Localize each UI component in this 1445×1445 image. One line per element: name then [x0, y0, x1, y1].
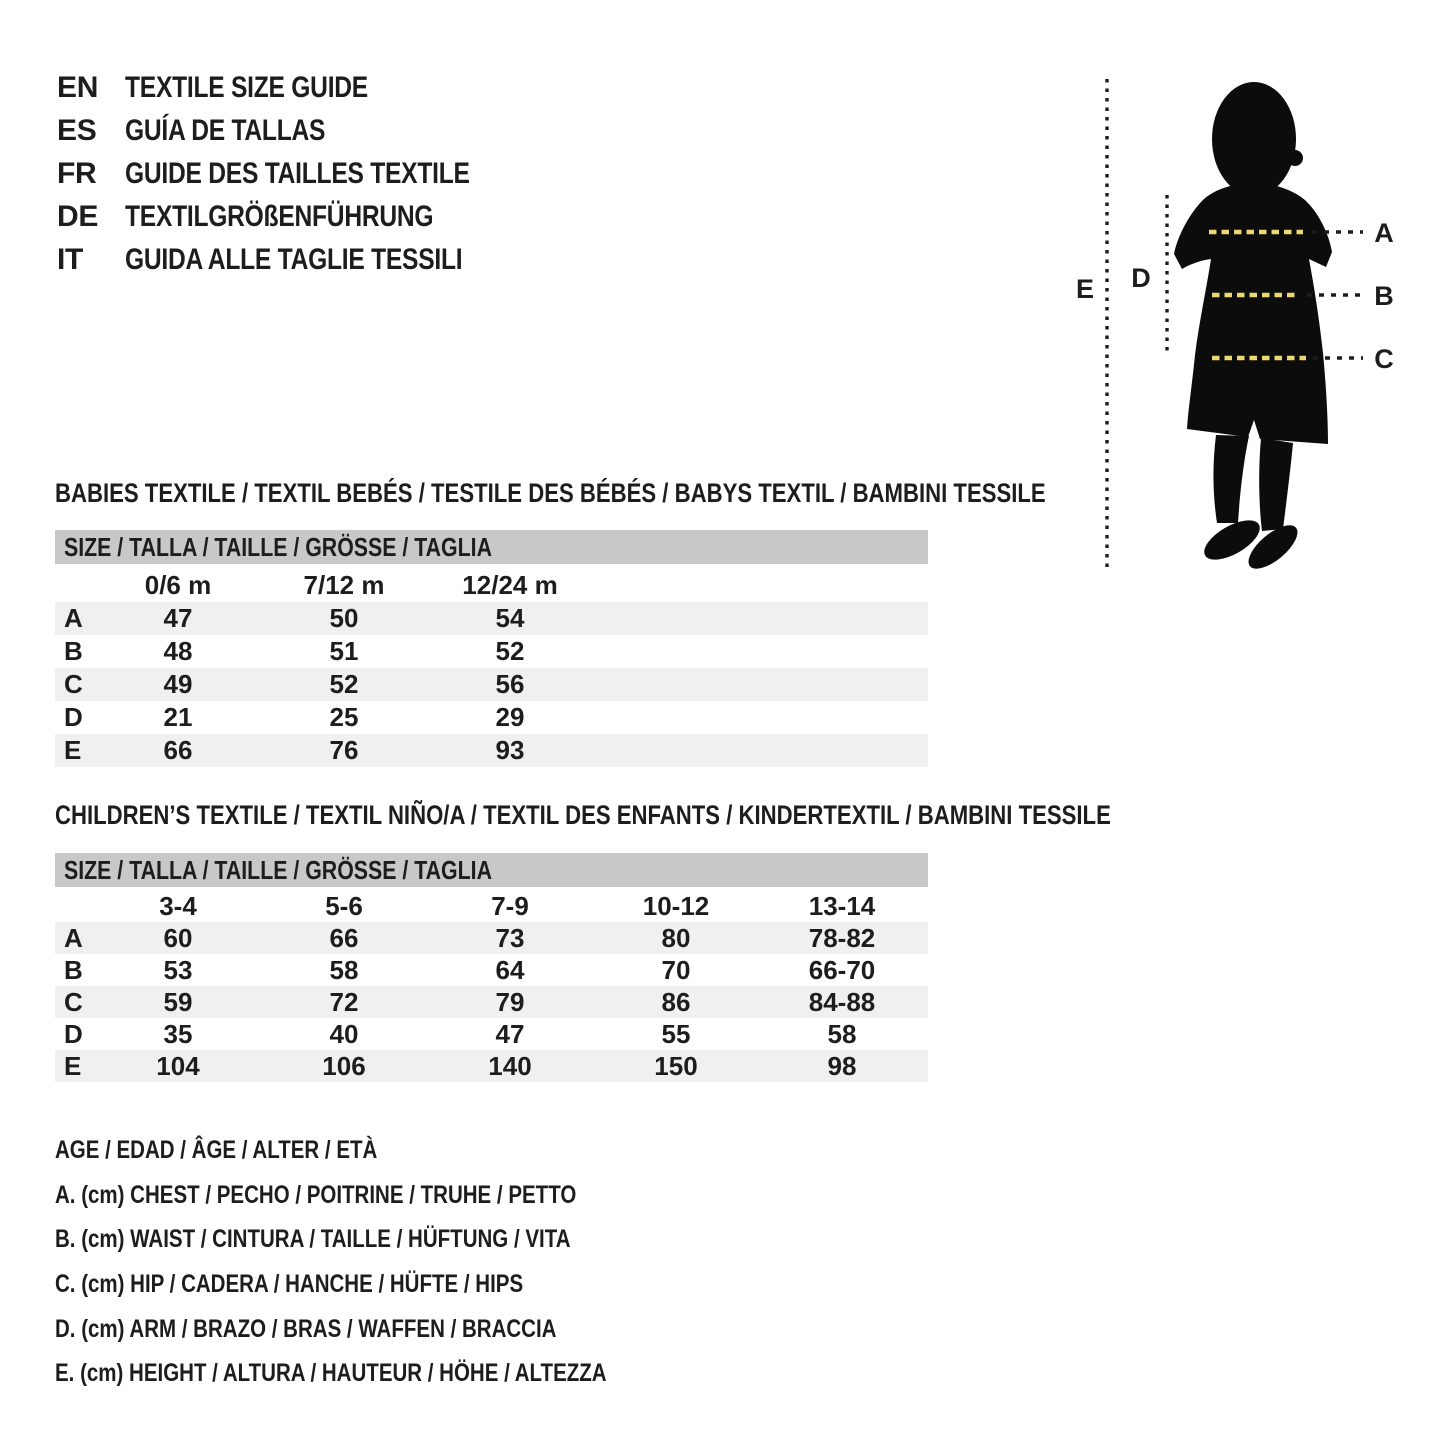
cell: 29 [495, 702, 525, 732]
row-label: E [64, 1050, 82, 1081]
cell: 104 [156, 1050, 200, 1081]
cell: 56 [495, 669, 525, 699]
cell: 60 [163, 922, 193, 953]
legend-text: D. (cm) ARM / BRAZO / BRAS / WAFFEN / BRACCIA [55, 1314, 557, 1343]
column-header: 12/24 m [462, 569, 558, 600]
marker-label-b: B [1374, 281, 1394, 311]
cell: 64 [495, 954, 525, 985]
column-header: 5-6 [325, 891, 363, 921]
table-row [55, 1018, 928, 1050]
legend-text: A. (cm) CHEST / PECHO / POITRINE / TRUHE / PETTO [55, 1180, 577, 1209]
guide-title: TEXTILGRÖßENFÜHRUNG [125, 199, 434, 233]
row-label: E [64, 735, 82, 765]
cell: 86 [661, 986, 691, 1017]
children-size-header-text: SIZE / TALLA / TAILLE / GRÖSSE / TAGLIA [64, 854, 492, 885]
language-code: EN [57, 70, 99, 104]
row-label: B [64, 636, 83, 666]
marker-label-e: E [1075, 274, 1095, 304]
cell: 80 [661, 922, 691, 953]
cell: 66 [329, 922, 359, 953]
column-header: 7/12 m [303, 569, 385, 600]
language-code: DE [57, 199, 99, 233]
cell: 55 [661, 1018, 691, 1049]
table-row [55, 701, 928, 734]
table-row [55, 1050, 928, 1082]
cell: 150 [654, 1050, 698, 1081]
cell: 47 [495, 1018, 525, 1049]
language-title-list [57, 66, 545, 281]
cell: 76 [329, 735, 359, 765]
table-header-row [55, 568, 928, 602]
legend-text: E. (cm) HEIGHT / ALTURA / HAUTEUR / HÖHE / ALTEZZA [55, 1359, 607, 1388]
column-header: 10-12 [642, 891, 710, 921]
language-row-it [57, 238, 545, 281]
cell: 52 [329, 669, 359, 699]
table-row [55, 668, 928, 701]
legend-line-waist [55, 1217, 728, 1262]
cell: 47 [163, 603, 193, 633]
column-header: 7-9 [491, 891, 529, 921]
cell: 51 [329, 636, 359, 666]
language-code: IT [57, 242, 84, 276]
cell: 66-70 [808, 954, 876, 985]
row-label: C [64, 669, 83, 699]
legend-text: AGE / EDAD / ÂGE / ALTER / ETÀ [55, 1135, 378, 1164]
cell: 58 [827, 1018, 857, 1049]
language-row-es [57, 109, 545, 152]
legend-line-hip [55, 1262, 728, 1307]
cell: 54 [495, 603, 525, 633]
table-header-row [55, 891, 928, 922]
children-table-title [55, 800, 1343, 831]
language-code: FR [57, 156, 97, 190]
language-row-de [57, 195, 545, 238]
cell: 72 [329, 986, 359, 1017]
row-label: B [64, 954, 83, 985]
cell: 58 [329, 954, 359, 985]
cell: 52 [495, 636, 525, 666]
cell: 106 [322, 1050, 366, 1081]
cell: 49 [163, 669, 193, 699]
column-header: 3-4 [159, 891, 197, 921]
guide-title: GUIDE DES TAILLES TEXTILE [125, 156, 470, 190]
legend-text: C. (cm) HIP / CADERA / HANCHE / HÜFTE / HIPS [55, 1269, 524, 1298]
child-measurement-figure [1060, 55, 1420, 595]
cell: 53 [163, 954, 193, 985]
cell: 48 [163, 636, 193, 666]
row-label: D [64, 702, 83, 732]
cell: 50 [329, 603, 359, 633]
cell: 79 [495, 986, 525, 1017]
cell: 140 [488, 1050, 532, 1081]
language-code: ES [57, 113, 97, 147]
babies-size-header-bar [55, 530, 928, 564]
row-label: A [64, 603, 83, 633]
language-row-en [57, 66, 545, 109]
table-row [55, 602, 928, 635]
cell: 59 [163, 986, 193, 1017]
children-size-header-bar [55, 853, 928, 887]
cell: 35 [163, 1018, 193, 1049]
marker-label-a: A [1374, 218, 1394, 248]
column-header: 13-14 [808, 891, 876, 921]
measurement-legend [55, 1128, 728, 1396]
table-row [55, 922, 928, 954]
children-table-title-text: CHILDREN’S TEXTILE / TEXTIL NIÑO/A / TEXTIL DES ENFANTS / KINDERTEXTIL / BAMBINI TESSILE [55, 800, 1111, 830]
cell: 40 [329, 1018, 359, 1049]
babies-table-title-text: BABIES TEXTILE / TEXTIL BEBÉS / TESTILE DES BÉBÉS / BABYS TEXTIL / BAMBINI TESSILE [55, 478, 1046, 508]
cell: 73 [495, 922, 525, 953]
language-row-fr [57, 152, 545, 195]
table-row [55, 734, 928, 767]
legend-line-chest [55, 1173, 728, 1218]
babies-size-table [55, 568, 928, 767]
legend-line-arm [55, 1307, 728, 1352]
guide-title: GUÍA DE TALLAS [125, 113, 326, 147]
cell: 93 [495, 735, 525, 765]
legend-text: B. (cm) WAIST / CINTURA / TAILLE / HÜFTUNG / VITA [55, 1225, 571, 1254]
table-row [55, 986, 928, 1018]
guide-title: GUIDA ALLE TAGLIE TESSILI [125, 242, 463, 276]
legend-line-age [55, 1128, 728, 1173]
cell: 25 [329, 702, 359, 732]
cell: 84-88 [808, 986, 876, 1017]
marker-label-c: C [1374, 344, 1394, 374]
babies-size-header-text: SIZE / TALLA / TAILLE / GRÖSSE / TAGLIA [64, 531, 492, 562]
cell: 70 [661, 954, 691, 985]
marker-label-d: D [1131, 263, 1151, 293]
babies-table-title [55, 478, 1263, 509]
cell: 98 [827, 1050, 857, 1081]
table-row [55, 954, 928, 986]
column-header: 0/6 m [144, 569, 212, 600]
row-label: C [64, 986, 83, 1017]
children-size-table [55, 891, 928, 1082]
guide-title: TEXTILE SIZE GUIDE [125, 70, 368, 104]
row-label: D [64, 1018, 83, 1049]
cell: 66 [163, 735, 193, 765]
cell: 21 [163, 702, 193, 732]
cell: 78-82 [808, 922, 876, 953]
table-row [55, 635, 928, 668]
legend-line-height [55, 1351, 728, 1396]
row-label: A [64, 922, 83, 953]
